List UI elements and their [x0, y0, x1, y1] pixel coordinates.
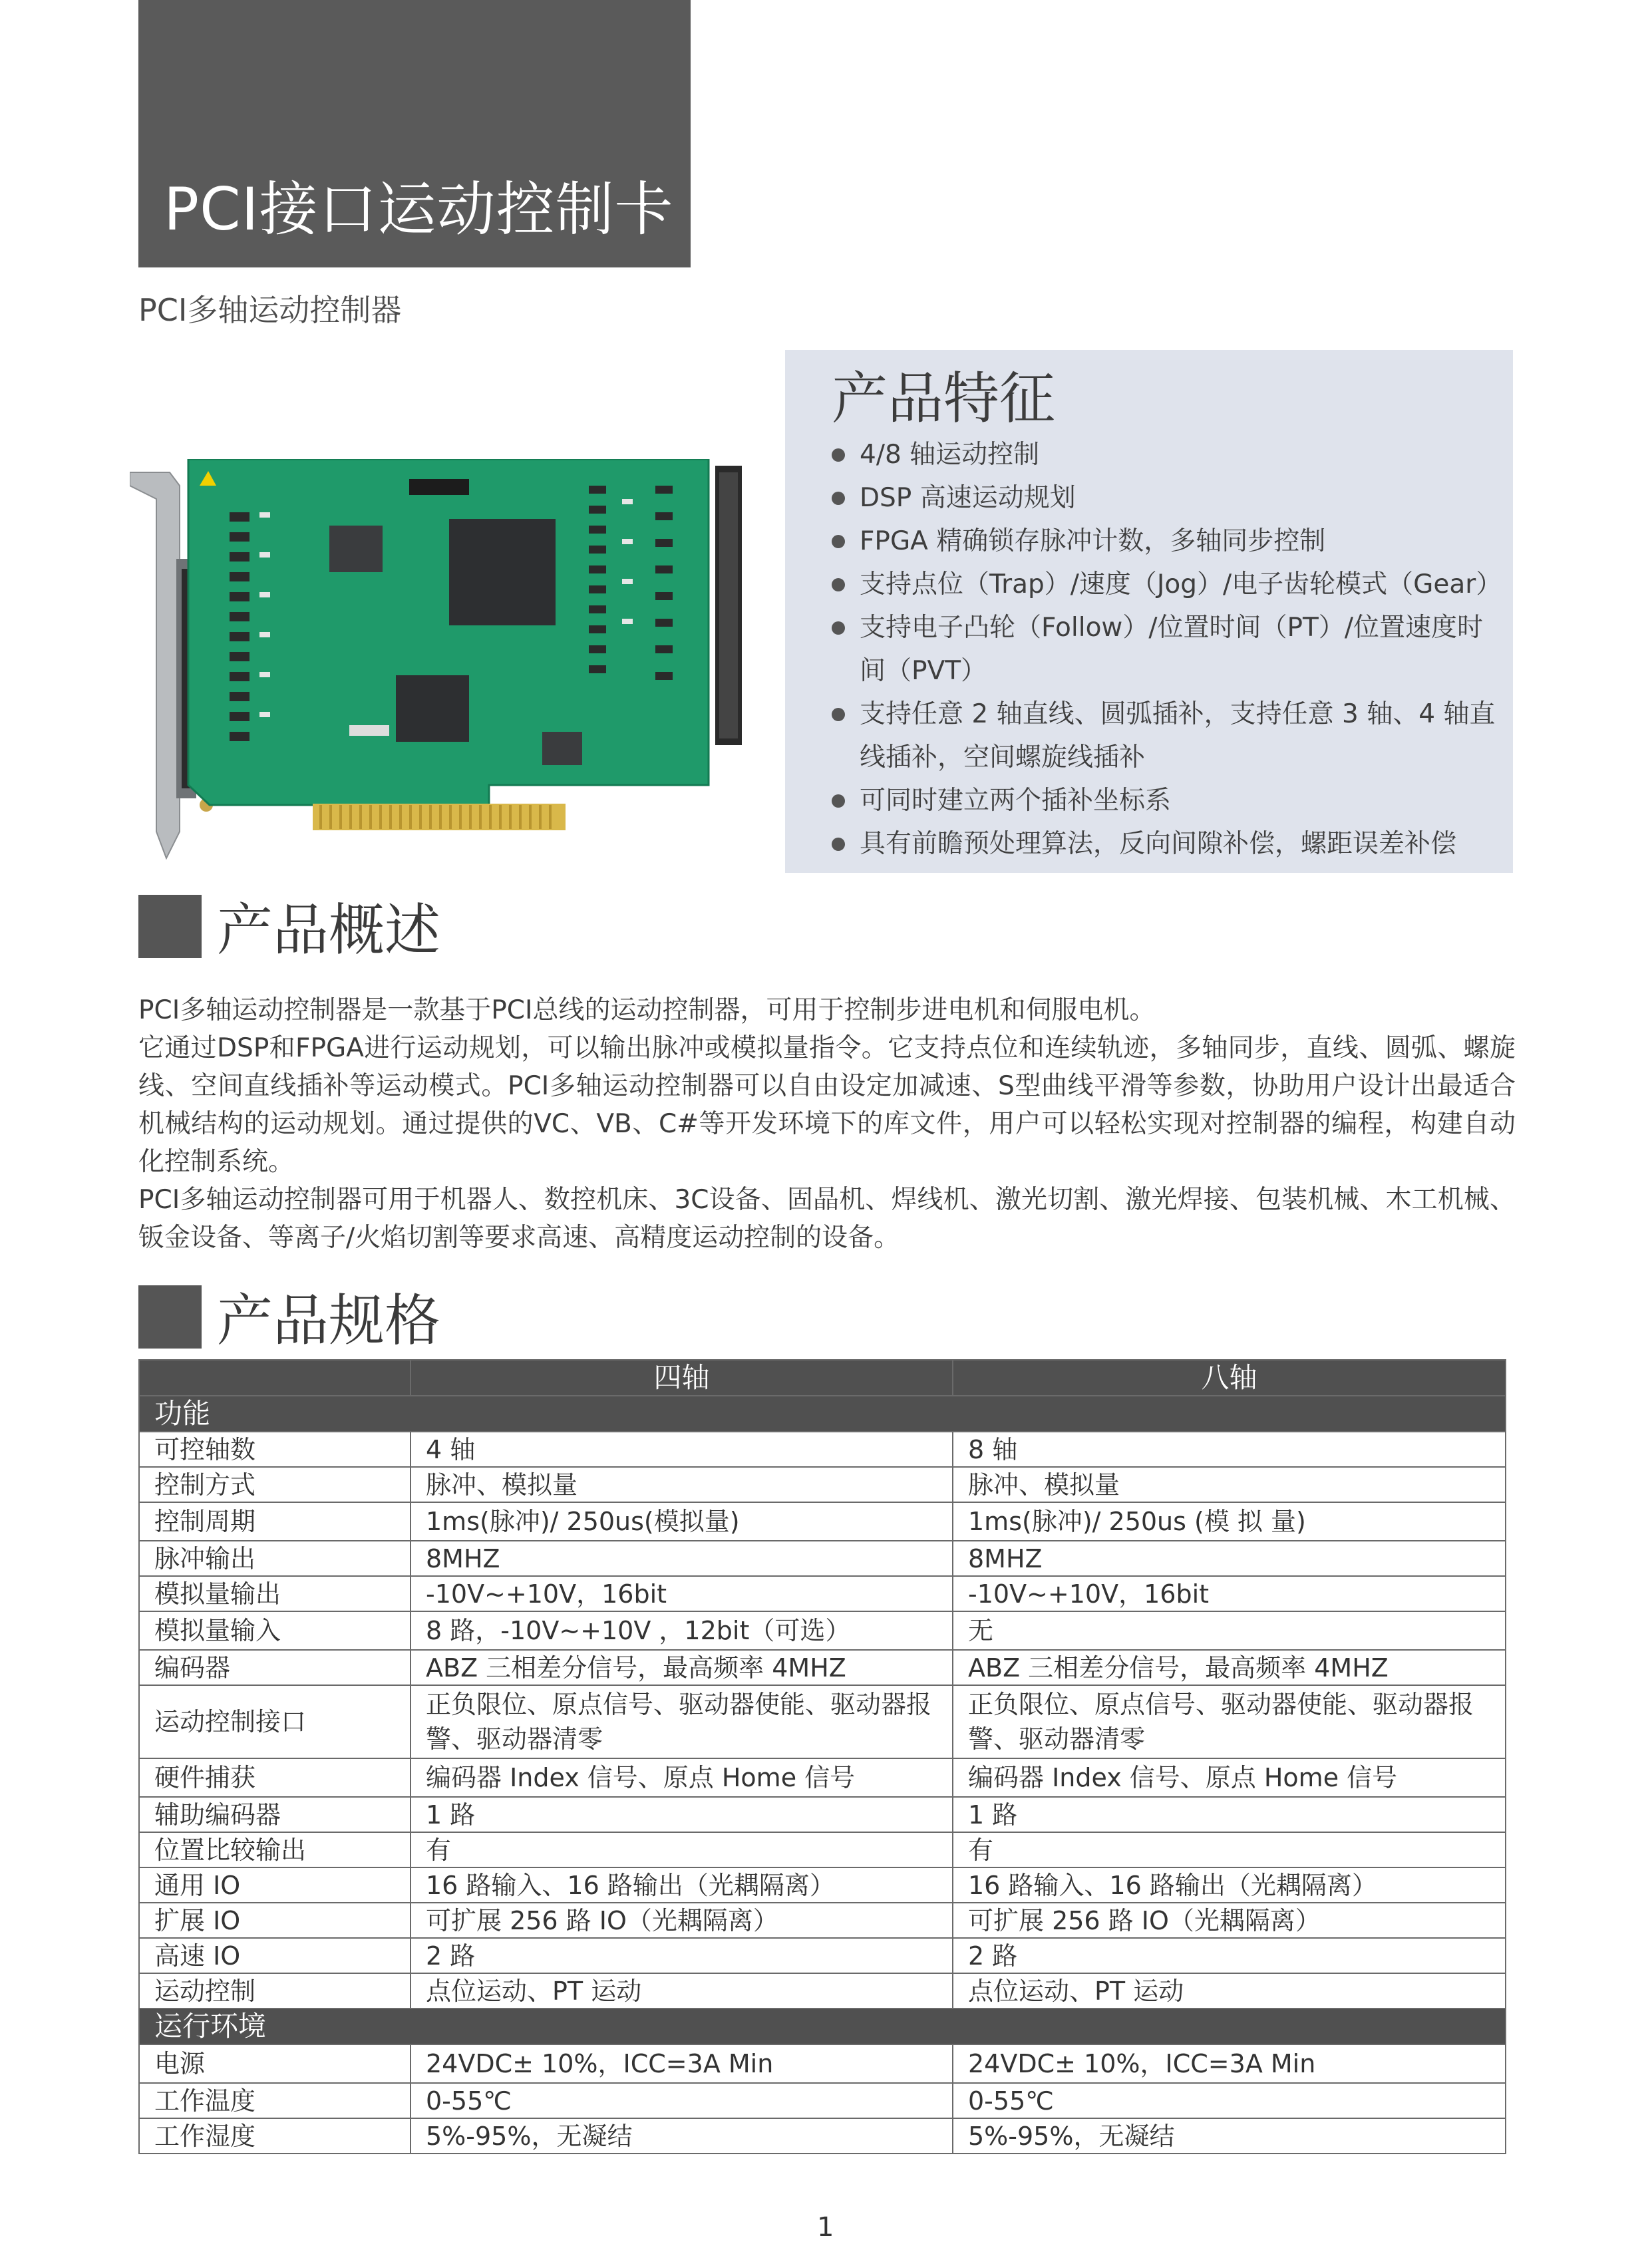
spec-value-cell: 1 路 — [411, 1797, 953, 1832]
spec-value-cell: 0-55℃ — [411, 2083, 953, 2118]
feature-item — [832, 606, 1497, 693]
bullet-icon — [832, 578, 845, 591]
table-header-cell — [139, 1360, 411, 1396]
spec-label-cell: 模拟量输出 — [139, 1576, 411, 1611]
section-square-icon — [138, 1285, 202, 1349]
spec-value-cell: 正负限位、原点信号、驱动器使能、驱动器报警、驱动器清零 — [411, 1685, 953, 1758]
spec-label-cell: 控制方式 — [139, 1467, 411, 1502]
spec-value-cell: ABZ 三相差分信号，最高频率 4MHZ — [953, 1650, 1506, 1685]
spec-label-cell: 位置比较输出 — [139, 1832, 411, 1867]
spec-value-cell: ABZ 三相差分信号，最高频率 4MHZ — [411, 1650, 953, 1685]
features-list — [832, 433, 1502, 866]
spec-label-cell: 控制周期 — [139, 1502, 411, 1541]
table-row — [139, 1797, 1506, 1832]
feature-item — [832, 520, 1497, 563]
spec-value-cell: 16 路输入、16 路输出（光耦隔离） — [953, 1867, 1506, 1903]
page-number: 1 — [817, 2212, 834, 2243]
spec-value-cell: 有 — [411, 1832, 953, 1867]
overview-paragraph: PCI多轴运动控制器是一款基于PCI总线的运动控制器，可用于控制步进电机和伺服电机。 — [138, 995, 1156, 1025]
spec-value-cell: 无 — [953, 1611, 1506, 1650]
spec-value-cell: 可扩展 256 路 IO（光耦隔离） — [953, 1903, 1506, 1938]
features-title: 产品特征 — [832, 366, 1056, 431]
table-row — [139, 1758, 1506, 1797]
table-row — [139, 1938, 1506, 1973]
table-row — [139, 1832, 1506, 1867]
spec-value-cell: 可扩展 256 路 IO（光耦隔离） — [411, 1903, 953, 1938]
overview-paragraph: PCI多轴运动控制器可用于机器人、数控机床、3C设备、固晶机、焊线机、激光切割、激光焊接、包装机械、木工机械、钣金设备、等离子/火焰切割等要求高速、高精度运动控制的设备。 — [138, 1185, 1516, 1253]
specs-heading-text: 产品规格 — [217, 1288, 441, 1353]
spec-label-cell: 高速 IO — [139, 1938, 411, 1973]
overview-paragraph: 它通过DSP和FPGA进行运动规划，可以输出脉冲或模拟量指令。它支持点位和连续轨迹，多轴同步，直线、圆弧、螺旋线、空间直线插补等运动模式。PCI多轴运动控制器可以自由设定加减速、S型曲线平滑等参数，协助用户设计出最适合机械结构的运动规划。通过提供的VC、VB、C#等开发环境下的库文件，用户可以轻松实现对控制器的编程，构建自动化控制系统。 — [138, 1033, 1516, 1177]
spec-label-cell: 硬件捕获 — [139, 1758, 411, 1797]
spec-label-cell: 通用 IO — [139, 1867, 411, 1903]
page-title: PCI接口运动控制卡 — [164, 175, 674, 243]
spec-value-cell: 16 路输入、16 路输出（光耦隔离） — [411, 1867, 953, 1903]
spec-label-cell: 辅助编码器 — [139, 1797, 411, 1832]
spec-value-cell: 脉冲、模拟量 — [411, 1467, 953, 1502]
table-row — [139, 1541, 1506, 1576]
table-row — [139, 2118, 1506, 2154]
spec-label-cell: 模拟量输入 — [139, 1611, 411, 1650]
table-group-row — [139, 2008, 1506, 2044]
spec-value-cell: 8 轴 — [953, 1432, 1506, 1467]
spec-value-cell: 5%-95%，无凝结 — [411, 2118, 953, 2154]
table-group-row — [139, 1396, 1506, 1432]
page-subtitle: PCI多轴运动控制器 — [138, 292, 402, 328]
spec-value-cell: 1 路 — [953, 1797, 1506, 1832]
spec-value-cell: 24VDC± 10%，ICC=3A Min — [953, 2044, 1506, 2083]
table-row — [139, 2044, 1506, 2083]
table-row — [139, 1685, 1506, 1758]
table-row — [139, 1973, 1506, 2008]
bullet-icon — [832, 535, 845, 548]
product-image — [130, 459, 765, 862]
spec-value-cell: 1ms(脉冲)/ 250us (模 拟 量) — [953, 1502, 1506, 1541]
table-group-label: 功能 — [139, 1396, 1506, 1432]
bullet-icon — [832, 492, 845, 505]
spec-value-cell: 编码器 Index 信号、原点 Home 信号 — [411, 1758, 953, 1797]
feature-item — [832, 822, 1497, 866]
spec-value-cell: 点位运动、PT 运动 — [953, 1973, 1506, 2008]
table-row — [139, 1611, 1506, 1650]
table-row — [139, 1867, 1506, 1903]
spec-value-cell: -10V~+10V，16bit — [953, 1576, 1506, 1611]
spec-label-cell: 运动控制接口 — [139, 1685, 411, 1758]
overview-heading-text: 产品概述 — [217, 897, 441, 963]
spec-value-cell: 2 路 — [953, 1938, 1506, 1973]
spec-label-cell: 工作温度 — [139, 2083, 411, 2118]
bullet-icon — [832, 838, 845, 851]
feature-text: 4/8 轴运动控制 — [860, 440, 1040, 470]
feature-text: 具有前瞻预处理算法，反向间隙补偿，螺距误差补偿 — [860, 829, 1457, 859]
feature-text: 支持点位（Trap）/速度（Jog）/电子齿轮模式（Gear） — [860, 569, 1502, 599]
specs-table — [138, 1359, 1506, 2154]
bullet-icon — [832, 794, 845, 808]
spec-label-cell: 可控轴数 — [139, 1432, 411, 1467]
title-banner — [138, 0, 691, 267]
spec-value-cell: 正负限位、原点信号、驱动器使能、驱动器报警、驱动器清零 — [953, 1685, 1506, 1758]
bullet-icon — [832, 621, 845, 635]
spec-label-cell: 脉冲输出 — [139, 1541, 411, 1576]
spec-value-cell: 脉冲、模拟量 — [953, 1467, 1506, 1502]
section-square-icon — [138, 895, 202, 958]
spec-value-cell: 1ms(脉冲)/ 250us(模拟量) — [411, 1502, 953, 1541]
overview-body — [138, 991, 1516, 1257]
spec-label-cell: 运动控制 — [139, 1973, 411, 2008]
table-row — [139, 1467, 1506, 1502]
feature-item — [832, 779, 1497, 822]
spec-value-cell: 24VDC± 10%，ICC=3A Min — [411, 2044, 953, 2083]
table-group-label: 运行环境 — [139, 2008, 1506, 2044]
table-header-row — [139, 1360, 1506, 1396]
feature-text: 支持任意 2 轴直线、圆弧插补，支持任意 3 轴、4 轴直线插补，空间螺旋线插补 — [860, 699, 1496, 772]
spec-label-cell: 电源 — [139, 2044, 411, 2083]
feature-text: DSP 高速运动规划 — [860, 483, 1076, 513]
spec-value-cell: 有 — [953, 1832, 1506, 1867]
spec-value-cell: 8MHZ — [411, 1541, 953, 1576]
bullet-icon — [832, 708, 845, 721]
table-row — [139, 1650, 1506, 1685]
table-row — [139, 1576, 1506, 1611]
table-row — [139, 1432, 1506, 1467]
feature-item — [832, 476, 1497, 520]
spec-value-cell: 0-55℃ — [953, 2083, 1506, 2118]
features-panel — [785, 350, 1513, 873]
table-row — [139, 2083, 1506, 2118]
table-row — [139, 1502, 1506, 1541]
spec-value-cell: 2 路 — [411, 1938, 953, 1973]
spec-label-cell: 编码器 — [139, 1650, 411, 1685]
spec-value-cell: 8 路，-10V~+10V ，12bit（可选） — [411, 1611, 953, 1650]
feature-text: 支持电子凸轮（Follow）/位置时间（PT）/位置速度时间（PVT） — [860, 613, 1483, 686]
feature-item — [832, 433, 1497, 476]
feature-text: FPGA 精确锁存脉冲计数，多轴同步控制 — [860, 526, 1326, 556]
table-header-cell: 八轴 — [953, 1360, 1506, 1396]
spec-label-cell: 扩展 IO — [139, 1903, 411, 1938]
feature-item — [832, 693, 1497, 779]
table-row — [139, 1903, 1506, 1938]
spec-value-cell: 编码器 Index 信号、原点 Home 信号 — [953, 1758, 1506, 1797]
bullet-icon — [832, 448, 845, 462]
table-header-cell: 四轴 — [411, 1360, 953, 1396]
spec-value-cell: 点位运动、PT 运动 — [411, 1973, 953, 2008]
feature-text: 可同时建立两个插补坐标系 — [860, 786, 1172, 816]
spec-value-cell: 4 轴 — [411, 1432, 953, 1467]
spec-value-cell: -10V~+10V，16bit — [411, 1576, 953, 1611]
feature-item — [832, 563, 1502, 606]
spec-label-cell: 工作湿度 — [139, 2118, 411, 2154]
spec-value-cell: 5%-95%，无凝结 — [953, 2118, 1506, 2154]
spec-value-cell: 8MHZ — [953, 1541, 1506, 1576]
